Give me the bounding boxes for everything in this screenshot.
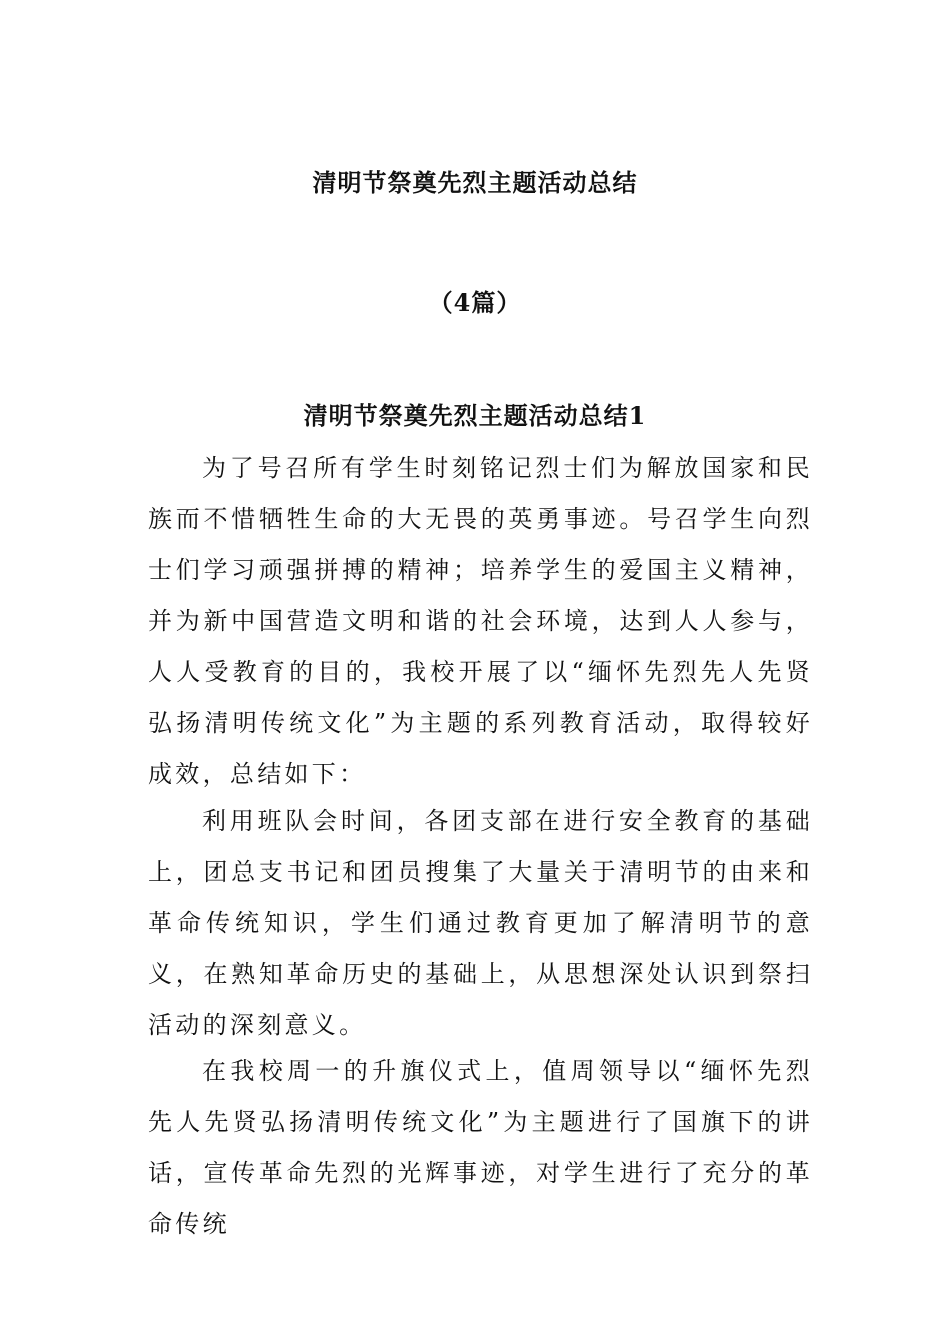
- document-count-label: （4篇）: [428, 288, 522, 317]
- body-paragraph: 在我校周一的升旗仪式上，值周领导以“缅怀先烈先人先贤弘扬清明传统文化”为主题进行了国旗下的讲话，宣传革命先烈的光辉事迹，对学生进行了充分的革命传统: [148, 1057, 813, 1238]
- document-title: 清明节祭奠先烈主题活动总结: [312, 168, 638, 197]
- body-paragraph: 利用班队会时间，各团支部在进行安全教育的基础上，团总支书记和团员搜集了大量关于清明节的由来和革命传统知识，学生们通过教育更加了解清明节的意义，在熟知革命历史的基础上，从思想深处认识到祭扫活动的深刻意义。: [148, 807, 813, 1039]
- section-title: 清明节祭奠先烈主题活动总结1: [303, 401, 647, 430]
- body-paragraph: 为了号召所有学生时刻铭记烈士们为解放国家和民族而不惜牺牲生命的大无畏的英勇事迹。号召学生向烈士们学习顽强拼搏的精神；培养学生的爱国主义精神，并为新中国营造文明和谐的社会环境，达到人人参与，人人受教育的目的，我校开展了以“缅怀先烈先人先贤弘扬清明传统文化”为主题的系列教育活动，取得较好成效，总结如下：: [148, 454, 813, 788]
